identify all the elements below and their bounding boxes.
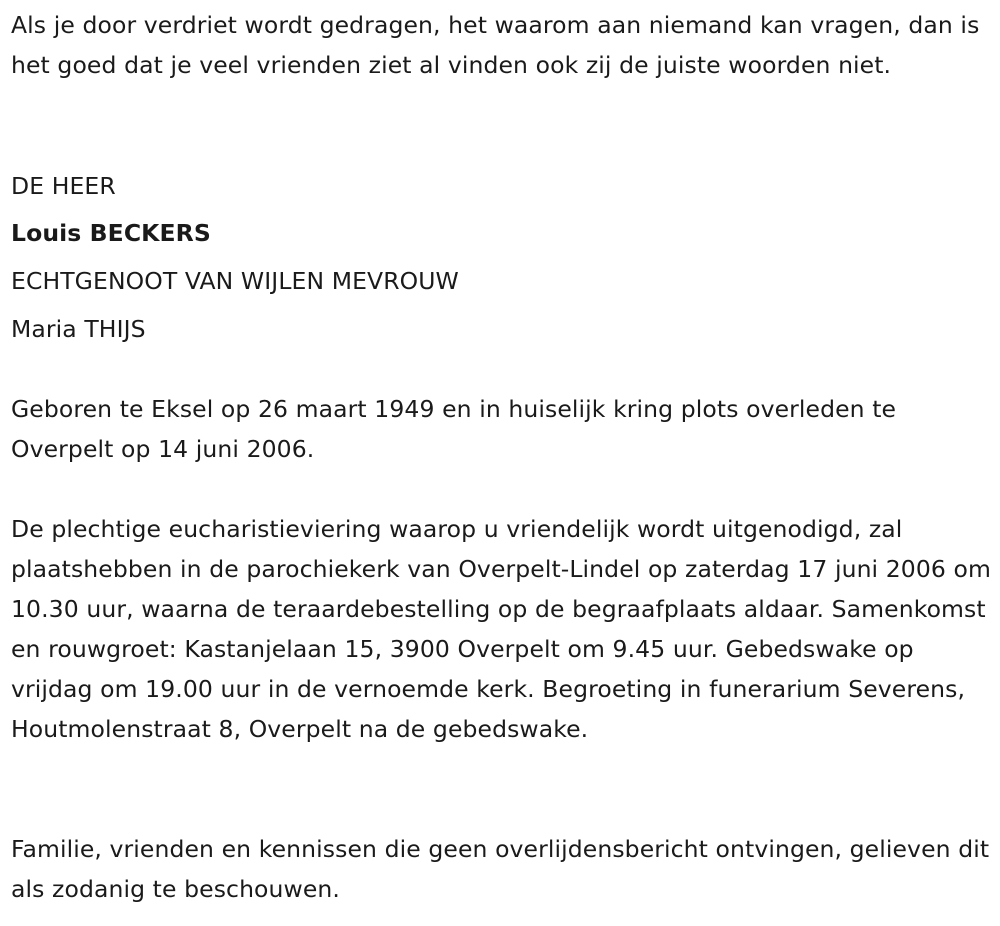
spouse-label: ECHTGENOOT VAN WIJLEN MEVROUW: [11, 267, 459, 295]
notice-paragraph: Familie, vrienden en kennissen die geen overlijdensbericht ontvingen, gelieven dit als zodanig te beschouwen.: [11, 835, 990, 903]
honorific-title: DE HEER: [11, 172, 116, 200]
spouse-name: Maria THIJS: [11, 315, 146, 343]
birth-death-paragraph: Geboren te Eksel op 26 maart 1949 en in huiselijk kring plots overleden te Overpelt op 14 juni 2006.: [11, 395, 897, 463]
poem-paragraph: Als je door verdriet wordt gedragen, het waarom aan niemand kan vragen, dan is het goed dat je veel vrienden ziet al vinden ook zij de juiste woorden niet.: [11, 11, 980, 79]
deceased-name: Louis BECKERS: [11, 219, 211, 247]
ceremony-paragraph: De plechtige eucharistieviering waarop u vriendelijk wordt uitgenodigd, zal plaatshebben in de parochiekerk van Overpelt-Lindel op zaterdag 17 juni 2006 om 10.30 uur, waarna de teraardebestelling op de begraafplaats aldaar. Samenkomst en rouwgroet: Kastanjelaan 15, 3900 Overpelt om 9.45 uur. Gebedswake op vrijdag om 19.00 uur in de vernoemde kerk. Begroeting in funerarium Severens, Houtmolenstraat 8, Overpelt na de gebedswake.: [11, 515, 992, 743]
